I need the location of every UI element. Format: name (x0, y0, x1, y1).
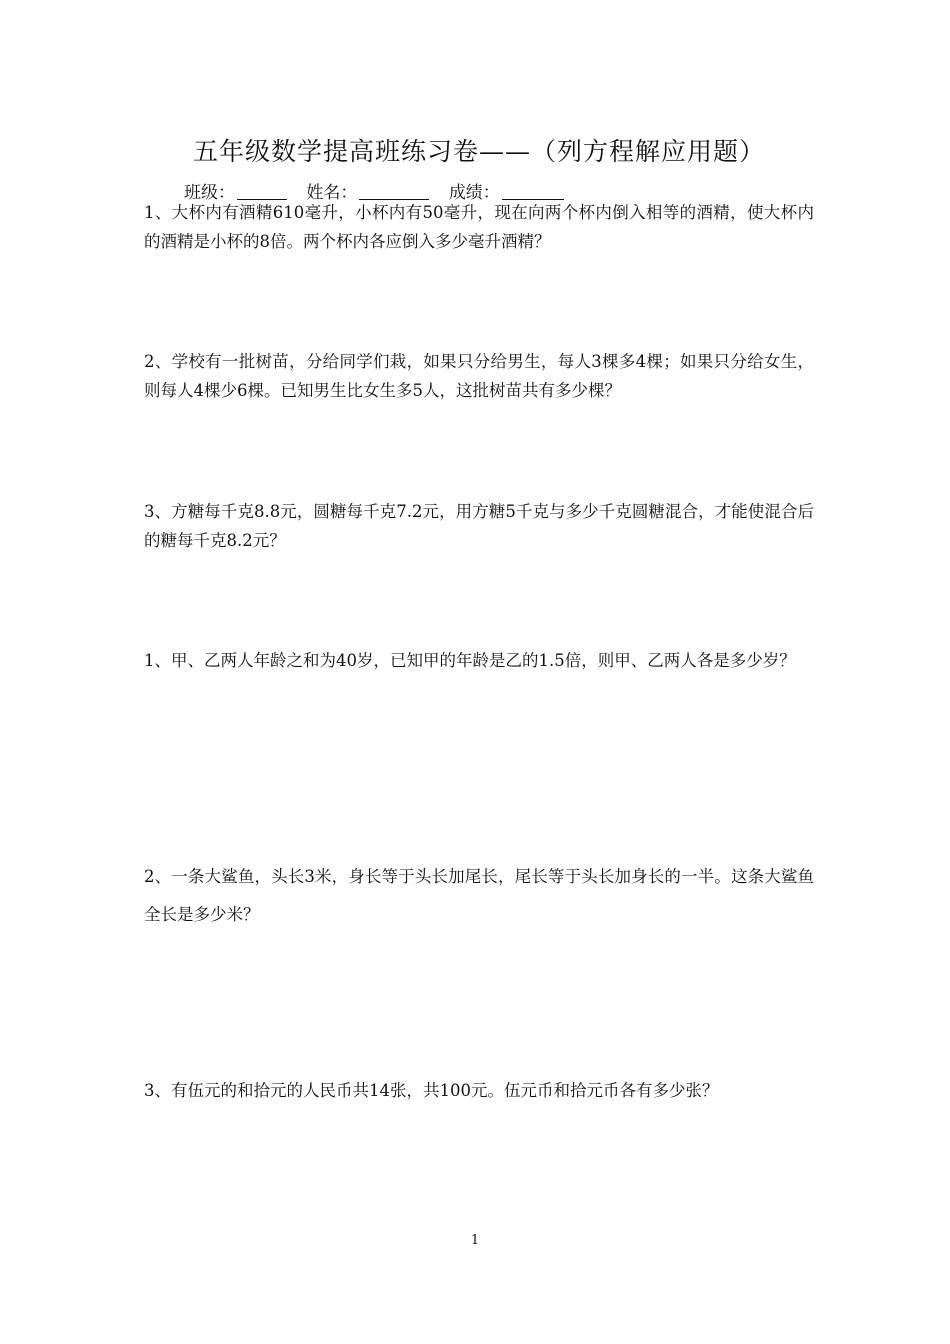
problem-5: 2、一条大鲨鱼，头长3米，身长等于头长加尾长，尾长等于头长加身长的一半。这条大鲨鱼全长是多少米？ (144, 867, 814, 924)
page-number: 1 (470, 1233, 480, 1248)
problem-6: 3、有伍元的和拾元的人民币共14张，共100元。伍元币和拾元币各有多少张？ (144, 1081, 719, 1100)
problem-4: 1、甲、乙两人年龄之和为40岁，已知甲的年龄是乙的1.5倍，则甲、乙两人各是多少岁？ (144, 651, 796, 670)
problem-3: 3、方糖每千克8.8元，圆糖每千克7.2元，用方糖5千克与多少千克圆糖混合，才能使混合后的糖每千克8.2元？ (144, 502, 814, 550)
class-label: 班级： (184, 183, 235, 203)
name-label: 姓名： (306, 183, 358, 203)
problem-2: 2、学校有一批树苗，分给同学们栽，如果只分给男生，每人3棵多4棵；如果只分给女生，则每人4棵少6棵。已知男生比女生多5人，这批树苗共有多少棵？ (144, 352, 814, 400)
worksheet-title: 五年级数学提高班练习卷——（列方程解应用题） (192, 137, 765, 166)
score-label: 成绩： (448, 183, 500, 203)
problem-1: 1、大杯内有酒精610毫升，小杯内有50毫升，现在向两个杯内倒入相等的酒精，使大杯内的酒精是小杯的8倍。两个杯内各应倒入多少毫升酒精？ (144, 203, 814, 251)
